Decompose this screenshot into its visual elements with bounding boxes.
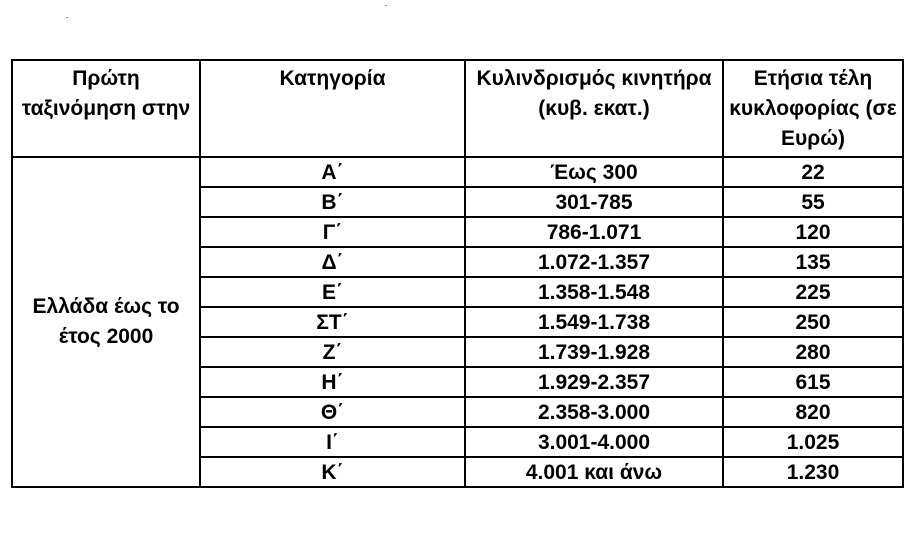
category-cell: Α΄ xyxy=(200,157,465,187)
header-engine-capacity-text: Κυλινδρισμός κινητήρα (κυβ. εκατ.) xyxy=(476,67,712,120)
annual-fee-cell: 55 xyxy=(723,187,903,217)
engine-capacity-cell: 1.739-1.928 xyxy=(465,337,723,367)
header-annual-fee-text: Ετήσια τέλη κυκλοφορίας (σε Ευρώ) xyxy=(729,67,897,150)
annual-fee-cell: 1.230 xyxy=(723,457,903,487)
scan-speck xyxy=(66,17,68,18)
category-cell: Ι΄ xyxy=(200,427,465,457)
annual-fee-cell: 1.025 xyxy=(723,427,903,457)
engine-capacity-cell: 1.072-1.357 xyxy=(465,247,723,277)
table-header-row xyxy=(12,60,903,157)
category-cell: Κ΄ xyxy=(200,457,465,487)
header-annual-fee xyxy=(723,60,903,157)
annual-fee-cell: 120 xyxy=(723,217,903,247)
scan-speck xyxy=(385,5,387,6)
engine-capacity-cell: 1.358-1.548 xyxy=(465,277,723,307)
engine-capacity-cell: 2.358-3.000 xyxy=(465,397,723,427)
category-cell: ΣΤ΄ xyxy=(200,307,465,337)
first-registration-continuation-text: Ελλάδα έως το έτος 2000 xyxy=(32,295,180,348)
annual-fee-cell: 820 xyxy=(723,397,903,427)
category-cell: Γ΄ xyxy=(200,217,465,247)
first-registration-continuation-cell xyxy=(12,157,200,487)
engine-capacity-cell: 3.001-4.000 xyxy=(465,427,723,457)
annual-fee-cell: 280 xyxy=(723,337,903,367)
road-tax-table xyxy=(11,59,904,488)
engine-capacity-cell: 301-785 xyxy=(465,187,723,217)
annual-fee-cell: 135 xyxy=(723,247,903,277)
category-cell: Ζ΄ xyxy=(200,337,465,367)
category-cell: Η΄ xyxy=(200,367,465,397)
engine-capacity-cell: Έως 300 xyxy=(465,157,723,187)
engine-capacity-cell: 1.549-1.738 xyxy=(465,307,723,337)
annual-fee-cell: 22 xyxy=(723,157,903,187)
engine-capacity-cell: 1.929-2.357 xyxy=(465,367,723,397)
header-engine-capacity xyxy=(465,60,723,157)
annual-fee-cell: 225 xyxy=(723,277,903,307)
engine-capacity-cell: 786-1.071 xyxy=(465,217,723,247)
engine-capacity-cell: 4.001 και άνω xyxy=(465,457,723,487)
category-cell: Δ΄ xyxy=(200,247,465,277)
annual-fee-cell: 615 xyxy=(723,367,903,397)
category-cell: Θ΄ xyxy=(200,397,465,427)
header-category xyxy=(200,60,465,157)
header-first-registration-text: Πρώτη ταξινόμηση στην xyxy=(21,67,191,120)
header-first-registration xyxy=(12,60,200,157)
annual-fee-cell: 250 xyxy=(723,307,903,337)
category-cell: Ε΄ xyxy=(200,277,465,307)
category-cell: Β΄ xyxy=(200,187,465,217)
header-category-text: Κατηγορία xyxy=(279,67,386,90)
table-row xyxy=(12,157,903,187)
